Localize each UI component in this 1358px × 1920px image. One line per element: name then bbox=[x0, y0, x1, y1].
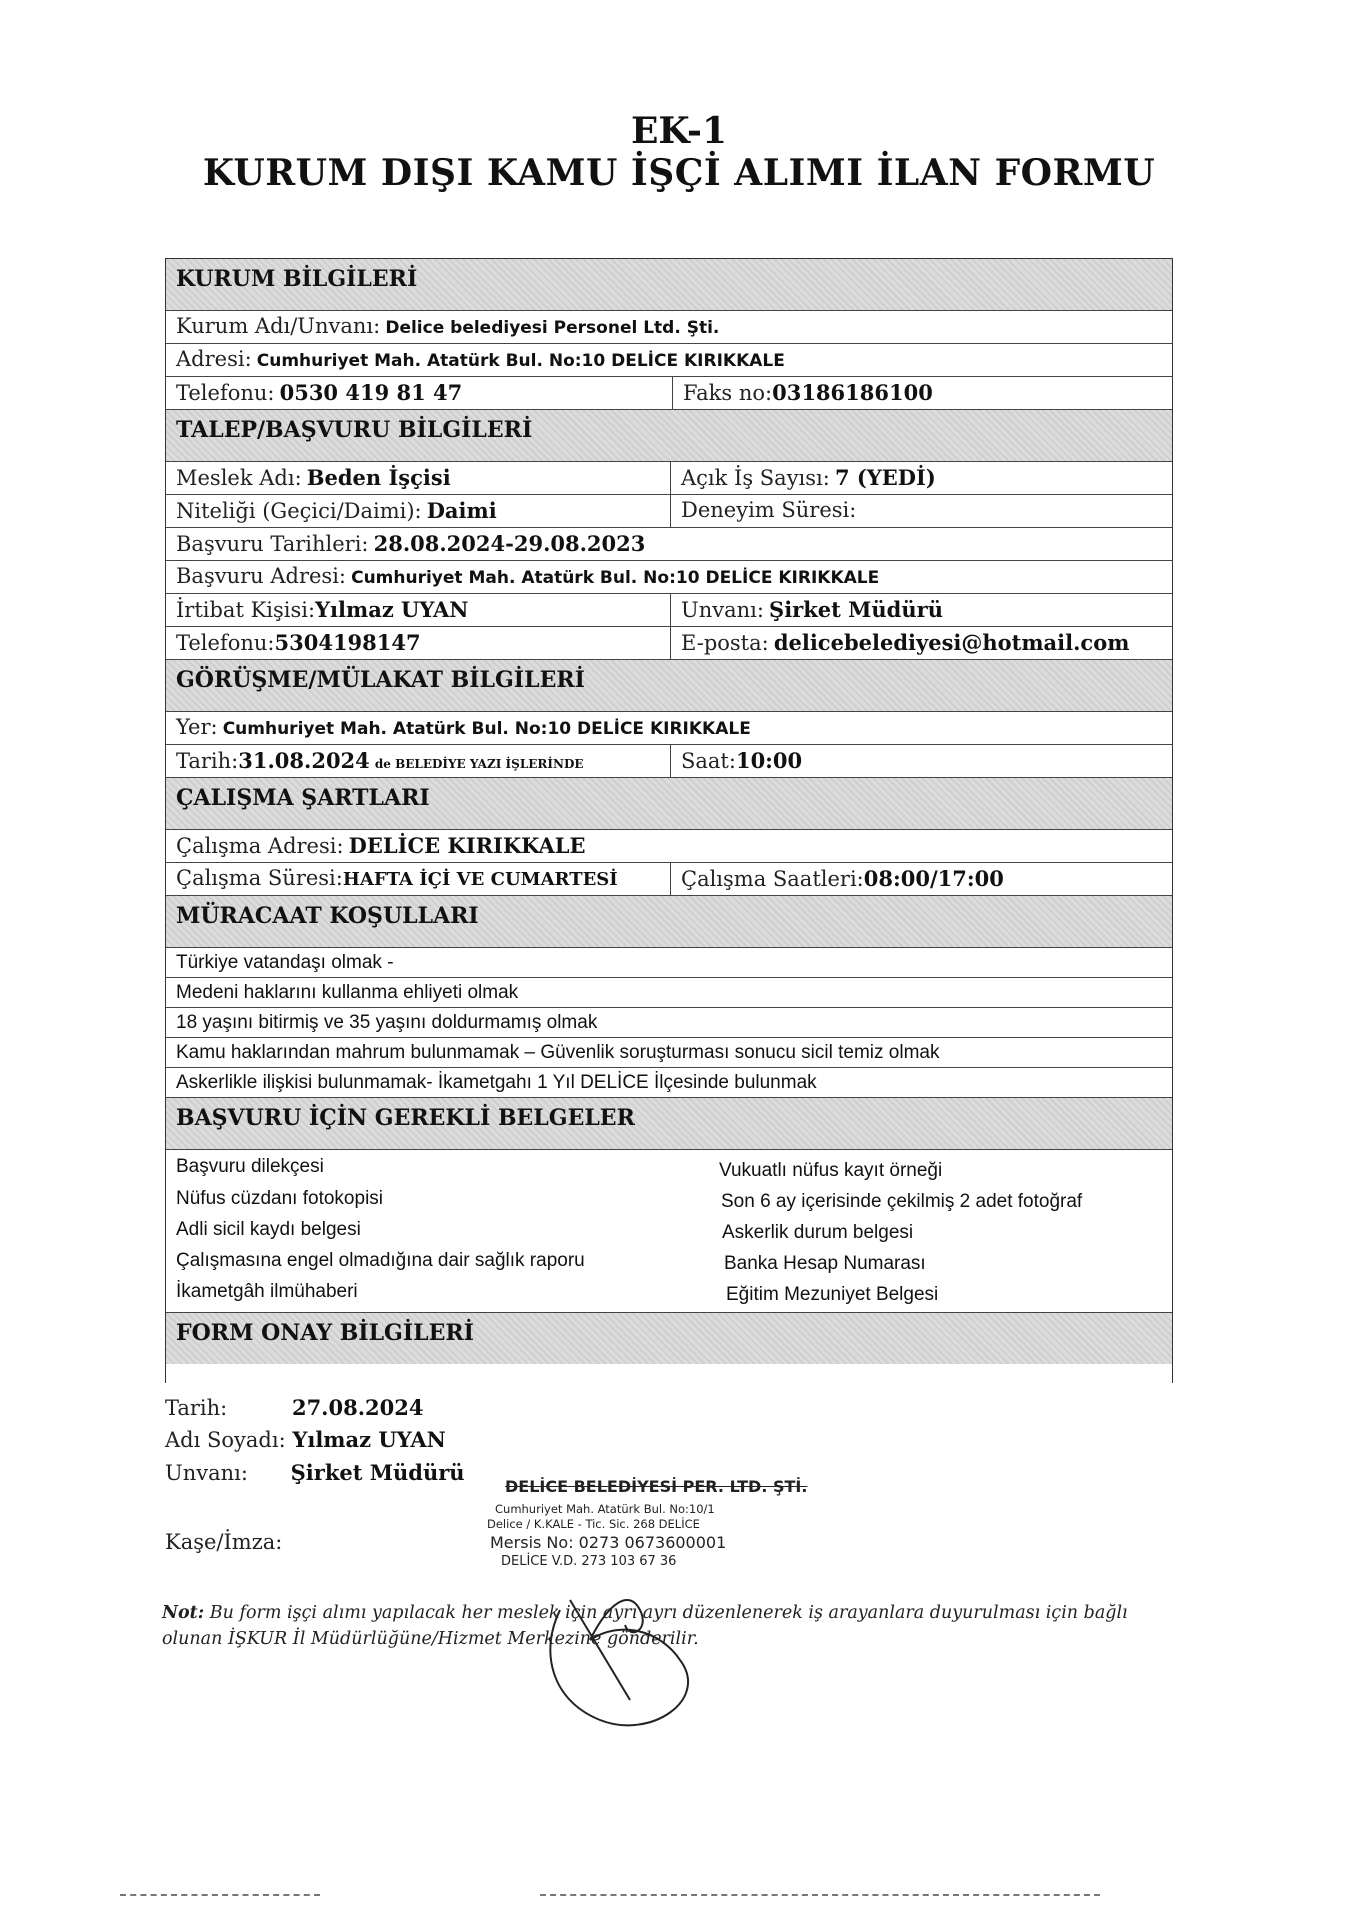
email-label: E-posta: bbox=[681, 631, 769, 655]
work-address-row bbox=[166, 830, 1172, 863]
document-item: Banka Hesap Numarası bbox=[724, 1253, 926, 1274]
nature-value: Daimi bbox=[426, 498, 497, 523]
document-item: Nüfus cüzdanı fotokopisi bbox=[176, 1188, 384, 1209]
kurum-address-row bbox=[166, 344, 1172, 377]
interview-date-note: de BELEDİYE YAZI İŞLERİNDE bbox=[374, 757, 584, 771]
document-title: KURUM DIŞI KAMU İŞÇİ ALIMI İLAN FORMU bbox=[202, 152, 1156, 194]
requirement-item: 18 yaşını bitirmiş ve 35 yaşını doldurmamış olmak bbox=[166, 1008, 1172, 1038]
interview-date-value: 31.08.2024 bbox=[238, 748, 370, 773]
kurum-name-row bbox=[166, 311, 1172, 344]
requirement-item: Medeni haklarını kullanma ehliyeti olmak bbox=[166, 978, 1172, 1008]
scan-edge-line bbox=[120, 1894, 320, 1897]
talep-dates-row bbox=[166, 528, 1172, 561]
talep-profession-row bbox=[166, 462, 1172, 495]
document-item: Çalışmasına engel olmadığına dair sağlık raporu bbox=[176, 1250, 585, 1271]
section-header-gorusme: GÖRÜŞME/MÜLAKAT BİLGİLERİ bbox=[166, 660, 1172, 712]
contact-title-value: Şirket Müdürü bbox=[769, 597, 943, 622]
kurum-phone-label: Telefonu: bbox=[176, 381, 275, 405]
approval-name-value: Yılmaz UYAN bbox=[292, 1427, 446, 1452]
interview-date-row bbox=[166, 745, 1172, 778]
company-stamp bbox=[487, 1477, 815, 1569]
email-value: delicebelediyesi@hotmail.com bbox=[773, 630, 1130, 655]
talep-contact-row bbox=[166, 594, 1172, 627]
interview-time-value: 10:00 bbox=[735, 748, 803, 773]
documents-list bbox=[166, 1150, 1172, 1312]
interview-date-label: Tarih: bbox=[176, 749, 239, 773]
work-address-label: Çalışma Adresi: bbox=[176, 834, 344, 858]
document-item: İkametgâh ilmühaberi bbox=[176, 1281, 358, 1302]
talep-phone-row bbox=[166, 627, 1172, 660]
approval-date-value: 27.08.2024 bbox=[291, 1395, 424, 1420]
application-address-value: Cumhuriyet Mah. Atatürk Bul. No:10 DELİCE KIRIKKALE bbox=[351, 568, 880, 588]
kurum-address-label: Adresi: bbox=[176, 347, 252, 371]
approval-title-value: Şirket Müdürü bbox=[290, 1460, 465, 1485]
approval-name-label: Adı Soyadı: bbox=[165, 1428, 286, 1452]
section-header-talep: TALEP/BAŞVURU BİLGİLERİ bbox=[166, 410, 1172, 462]
work-hours-label: Çalışma Saatleri: bbox=[681, 867, 864, 891]
kurum-phone-value: 0530 419 81 47 bbox=[279, 380, 463, 405]
work-duration-row bbox=[166, 863, 1172, 896]
kurum-name-label: Kurum Adı/Unvanı: bbox=[176, 314, 381, 338]
requirement-item: Askerlikle ilişkisi bulunmamak- İkametgahı 1 Yıl DELİCE İlçesinde bulunmak bbox=[166, 1068, 1172, 1098]
stamp-address: Cumhuriyet Mah. Atatürk Bul. No:10/1 bbox=[495, 1502, 715, 1516]
requirement-item: Türkiye vatandaşı olmak - bbox=[166, 948, 1172, 978]
interview-location-row bbox=[166, 712, 1172, 745]
stamp-registry: Delice / K.KALE - Tic. Sic. 268 DELİCE bbox=[487, 1517, 700, 1531]
talep-nature-row bbox=[166, 495, 1172, 528]
work-address-value: DELİCE KIRIKKALE bbox=[348, 833, 586, 858]
approval-name bbox=[165, 1427, 446, 1452]
profession-label: Meslek Adı: bbox=[176, 466, 302, 490]
stamp-mersis: Mersis No: 0273 0673600001 bbox=[490, 1533, 727, 1552]
stamp-company-name: DELİCE BELEDİYESİ PER. LTD. ŞTİ. bbox=[505, 1477, 808, 1496]
document-code: EK-1 bbox=[630, 110, 728, 152]
section-header-calisma: ÇALIŞMA ŞARTLARI bbox=[166, 778, 1172, 830]
kurum-name-value: Delice belediyesi Personel Ltd. Şti. bbox=[385, 318, 720, 338]
note-text: Bu form işçi alımı yapılacak her meslek için ayrı ayrı düzenlenerek iş arayanlara duyurulması için bağlı olunan İŞKUR İl Müdürlüğüne/Hizmet Merkezine gönderilir. bbox=[162, 1603, 1128, 1649]
talep-address-row bbox=[166, 561, 1172, 594]
interview-time-label: Saat: bbox=[681, 749, 736, 773]
section-header-kurum: KURUM BİLGİLERİ bbox=[166, 259, 1172, 311]
application-address-label: Başvuru Adresi: bbox=[176, 564, 346, 588]
work-duration-label: Çalışma Süresi: bbox=[176, 866, 343, 890]
scan-edge-line bbox=[540, 1894, 1100, 1897]
approval-title bbox=[165, 1460, 465, 1485]
document-item: Askerlik durum belgesi bbox=[722, 1222, 914, 1243]
kurum-fax-label: Faks no: bbox=[683, 381, 773, 405]
footer-note bbox=[162, 1600, 1182, 1652]
kurum-phone-row bbox=[166, 377, 1172, 410]
approval-date bbox=[165, 1395, 423, 1420]
approval-title-label: Unvanı: bbox=[165, 1461, 248, 1485]
interview-location-label: Yer: bbox=[176, 715, 218, 739]
experience-label: Deneyim Süresi: bbox=[681, 498, 857, 522]
announcement-form bbox=[165, 258, 1173, 1383]
approval-date-label: Tarih: bbox=[165, 1396, 228, 1420]
document-item: Son 6 ay içerisinde çekilmiş 2 adet fotoğraf bbox=[721, 1191, 1083, 1212]
contact-phone-label: Telefonu: bbox=[176, 631, 275, 655]
kurum-fax-value: 03186186100 bbox=[772, 380, 933, 405]
section-header-onay: FORM ONAY BİLGİLERİ bbox=[166, 1312, 1172, 1364]
contact-title-label: Unvanı: bbox=[681, 598, 764, 622]
nature-label: Niteliği (Geçici/Daimi): bbox=[176, 499, 422, 523]
stamp-tax: DELİCE V.D. 273 103 67 36 bbox=[501, 1554, 677, 1569]
contact-person-value: Yılmaz UYAN bbox=[315, 597, 469, 622]
work-hours-value: 08:00/17:00 bbox=[863, 866, 1004, 891]
work-duration-value: HAFTA İÇİ VE CUMARTESİ bbox=[342, 869, 618, 890]
application-dates-label: Başvuru Tarihleri: bbox=[176, 532, 369, 556]
interview-location-value: Cumhuriyet Mah. Atatürk Bul. No:10 DELİCE KIRIKKALE bbox=[222, 719, 751, 739]
open-positions-value: 7 (YEDİ) bbox=[834, 465, 936, 490]
document-item: Vukuatlı nüfus kayıt örneği bbox=[719, 1160, 943, 1181]
note-label: Not: bbox=[162, 1603, 205, 1623]
application-dates-value: 28.08.2024-29.08.2023 bbox=[373, 531, 646, 556]
section-header-muracaat: MÜRACAAT KOŞULLARI bbox=[166, 896, 1172, 948]
approval-signature-label: Kaşe/İmza: bbox=[165, 1530, 283, 1554]
approval-signature bbox=[165, 1530, 282, 1554]
profession-value: Beden İşçisi bbox=[306, 465, 451, 490]
contact-person-label: İrtibat Kişisi: bbox=[176, 598, 316, 622]
kurum-address-value: Cumhuriyet Mah. Atatürk Bul. No:10 DELİCE KIRIKKALE bbox=[256, 351, 785, 371]
section-header-belgeler: BAŞVURU İÇİN GEREKLİ BELGELER bbox=[166, 1098, 1172, 1150]
requirement-item: Kamu haklarından mahrum bulunmamak – Güvenlik soruşturması sonucu sicil temiz olmak bbox=[166, 1038, 1172, 1068]
contact-phone-value: 5304198147 bbox=[274, 630, 421, 655]
document-item: Başvuru dilekçesi bbox=[176, 1156, 324, 1177]
document-item: Eğitim Mezuniyet Belgesi bbox=[726, 1284, 939, 1305]
document-item: Adli sicil kaydı belgesi bbox=[176, 1219, 361, 1240]
open-positions-label: Açık İş Sayısı: bbox=[681, 466, 830, 490]
